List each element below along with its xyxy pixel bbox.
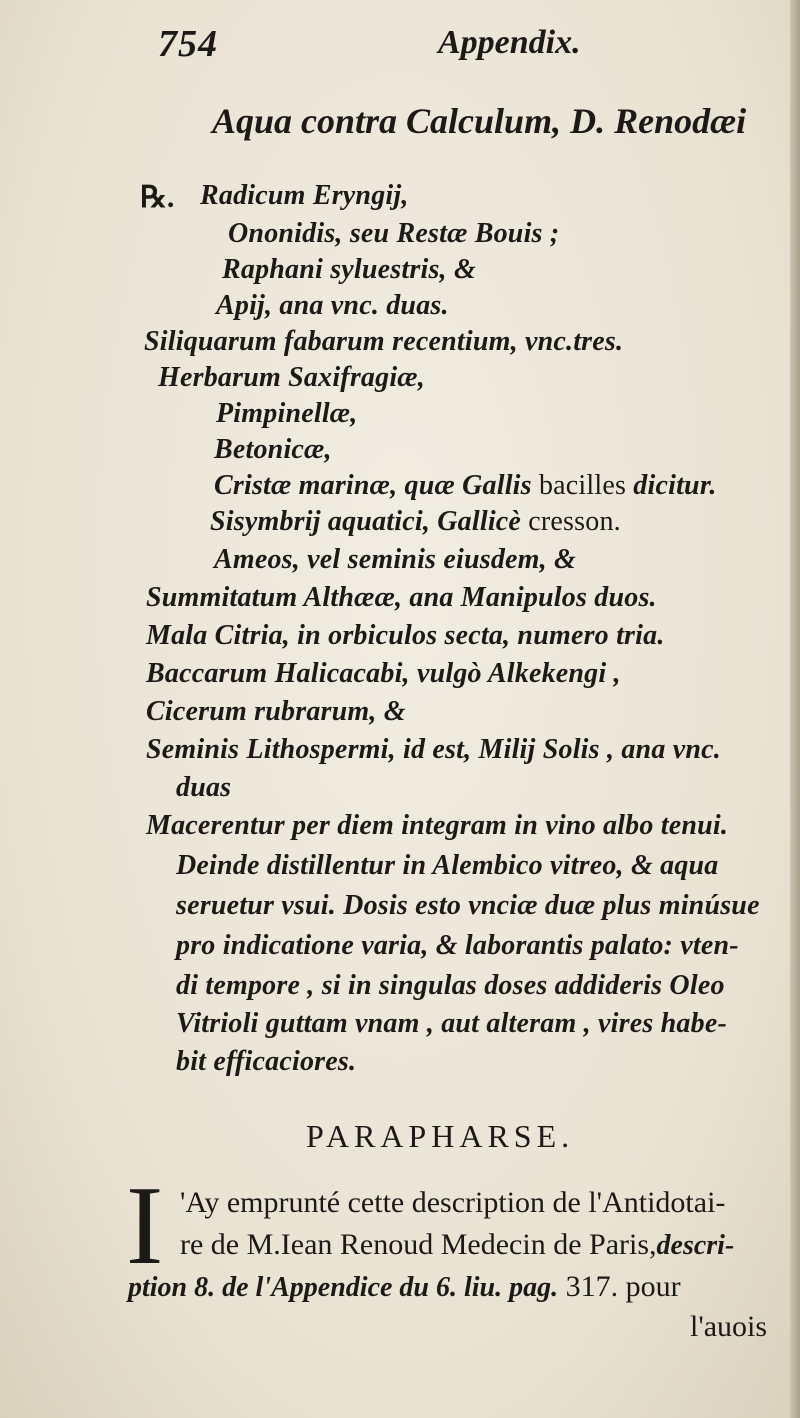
recipe-line-text: Sisymbrij aquatici, Gallicè [210, 506, 522, 537]
recipe-line: seruetur vsui. Dosis esto vnciæ duæ plus minúsue [176, 890, 760, 921]
recipe-line: pro indicatione varia, & laborantis palato: vten- [176, 930, 739, 961]
page-number: 754 [158, 23, 218, 65]
running-title: Appendix. [438, 24, 581, 61]
rx-symbol: ℞. [140, 181, 175, 214]
roman-insert-end: dicitur. [633, 470, 717, 501]
recipe-line: Ononidis, seu Restæ Bouis ; [228, 218, 560, 249]
recipe-line: Mala Citria, in orbiculos secta, numero tria. [146, 620, 665, 651]
paragraph-line: l'auois [690, 1310, 768, 1343]
recipe-line: Ameos, vel seminis eiusdem, & [214, 544, 577, 575]
roman-insert: bacilles [538, 470, 627, 501]
drop-cap: I [126, 1164, 164, 1288]
paragraph-text: re de M.Iean Renoud Medecin de Paris, [180, 1228, 657, 1261]
recipe-line: di tempore , si in singulas doses addideris Oleo [176, 970, 725, 1001]
recipe-line: Deinde distillentur in Alembico vitreo, & aqua [176, 850, 719, 881]
recipe-line: Herbarum Saxifragiæ, [158, 362, 425, 393]
recipe-line: Summitatum Althææ, ana Manipulos duos. [146, 582, 657, 613]
recipe-line [214, 470, 717, 502]
paragraph-italic: descri- [656, 1230, 735, 1261]
recipe-line: bit efficaciores. [176, 1046, 357, 1077]
paragraph-line: 'Ay emprunté cette description de l'Antidotai- [180, 1186, 726, 1219]
section-heading: PARAPHARSE. [306, 1118, 575, 1154]
roman-insert: cresson. [528, 506, 621, 537]
recipe-line: Vitrioli guttam vnam , aut alteram , vires habe- [176, 1008, 727, 1039]
recipe-line: Apij, ana vnc. duas. [216, 290, 449, 321]
recipe-line: Macerentur per diem integram in vino albo tenui. [146, 810, 729, 841]
paragraph-line [128, 1270, 681, 1304]
page-edge [790, 0, 800, 1418]
recipe-title: Aqua contra Calculum, D. Renodæi [212, 101, 747, 141]
recipe-line: duas [176, 772, 232, 803]
recipe-line: Baccarum Halicacabi, vulgò Alkekengi , [146, 658, 621, 689]
recipe-line [210, 506, 621, 538]
recipe-line: Cicerum rubrarum, & [146, 696, 406, 727]
recipe-line: Radicum Eryngij, [200, 180, 409, 211]
paragraph-italic: ption 8. de l'Appendice du 6. liu. pag. [128, 1272, 559, 1303]
recipe-line: Siliquarum fabarum recentium, vnc.tres. [144, 326, 624, 357]
paragraph-text: 317. pour [558, 1270, 681, 1303]
recipe-line: Raphani syluestris, & [222, 254, 476, 285]
recipe-line: Seminis Lithospermi, id est, Milij Solis , ana vnc. [146, 734, 721, 765]
paragraph-line [180, 1228, 734, 1262]
recipe-line: Pimpinellæ, [216, 398, 358, 429]
recipe-line-text: Cristæ marinæ, quæ Gallis [214, 470, 532, 501]
recipe-line: Betonicæ, [214, 434, 332, 465]
